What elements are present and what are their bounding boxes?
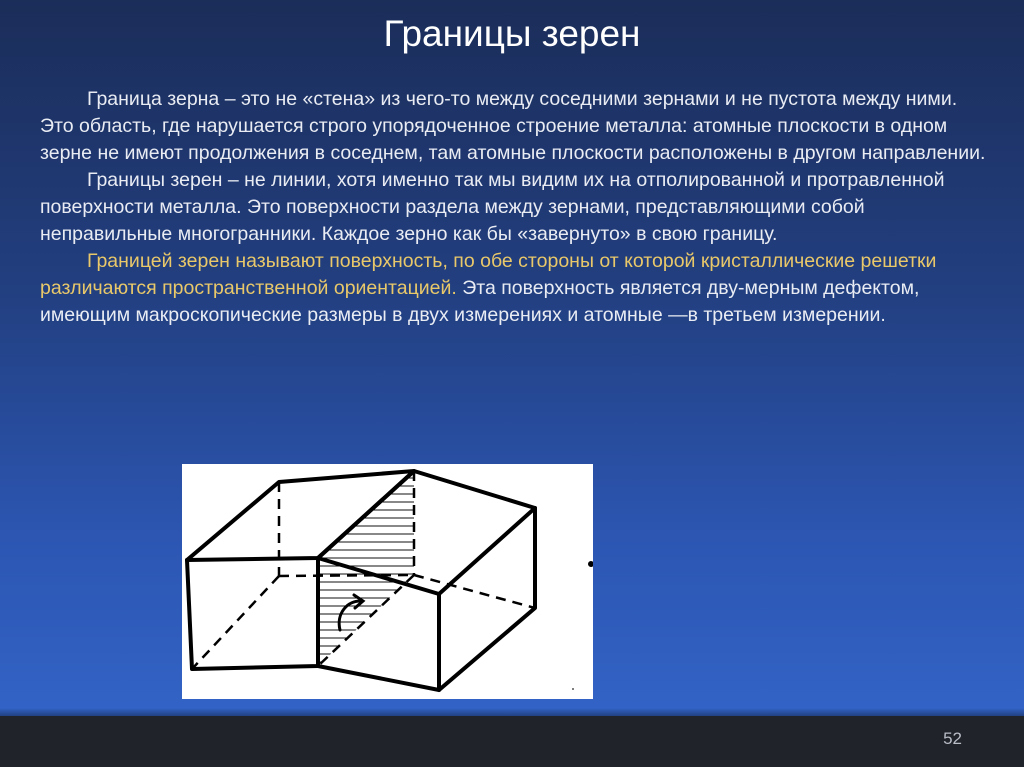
paragraph-1: Граница зерна – это не «стена» из чего-то между соседними зернами и не пустота между ними. Это область, где нарушается строго упорядоченное строение металла: атомные плоскости в одном зерне не имеют продолжения в соседнем, там атомные плоскости расположены в другом направлении.: [40, 88, 986, 164]
orientation-arrow-icon: [339, 595, 363, 630]
page-number: 52: [943, 729, 962, 748]
scan-artifact-dot: [588, 561, 593, 567]
right-grain-edges: [318, 471, 535, 690]
paragraph-2: Границы зерен – не линии, хотя именно так мы видим их на отполированной и протравленной поверхности металла. Это поверхности раздела между зернами, представляющими собой неправильные многогранники. Каждое зерно как бы «завернуто» в свою границу.: [40, 169, 945, 245]
slide-title: Границы зерен: [383, 13, 641, 54]
paragraph-3: [40, 248, 990, 329]
definition-highlight: Границей зерен называют поверхность, по обе стороны от которой кристаллические решетки различаются пространственной ориентацией.: [40, 250, 937, 299]
grain-boundary-figure: [182, 464, 593, 699]
slide-body: [40, 86, 990, 329]
boundary-plane-hatching: [312, 478, 422, 662]
scan-artifact-speck: [572, 688, 574, 690]
two-grains-diagram: [182, 464, 593, 699]
paragraph-3-rest: Эта поверхность является дву-мерным дефектом, имеющим макроскопические размеры в двух измерениях и атомные —в третьем измерении.: [40, 277, 920, 326]
footer-band: [0, 716, 1024, 767]
